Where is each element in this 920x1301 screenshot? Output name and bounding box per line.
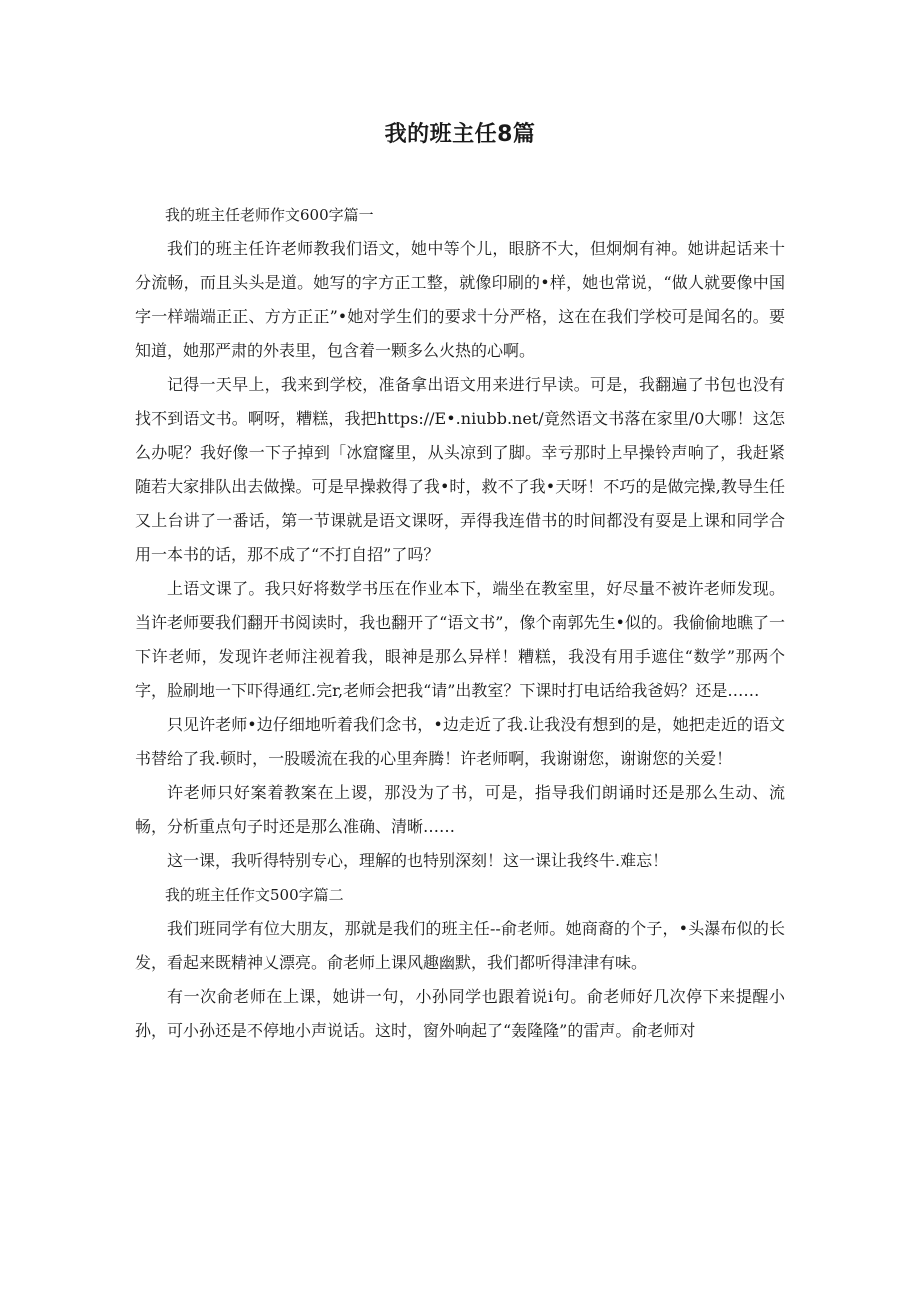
paragraph: 我们的班主任许老师教我们语文，她中等个儿，眼脐不大，但炯炯有神。她讲起话来十分流畅，而且头头是道。她写的字方正工整，就像印刷的•样，她也常说，“做人就要像中国字一样端端正正、方方正正”•她对学生们的要求十分严格，这在在我们学校可是闻名的。要知道，她那严肃的外表里，包含着一颗多么火热的心啊。 bbox=[135, 239, 785, 360]
paragraph: 许老师只好案着教案在上谡，那没为了书，可是，指导我们朗诵时还是那么生动、流畅，分析重点句子时还是那么准确、清晰…… bbox=[135, 783, 785, 836]
paragraph: 只见许老师•边仔细地听着我们念书，•边走近了我.让我没有想到的是，她把走近的语文书替给了我.顿时，一股暖流在我的心里奔腾！许老师啊，我谢谢您，谢谢您的关爱！ bbox=[135, 715, 785, 768]
document-title: 我的班主任8篇 bbox=[384, 122, 536, 147]
section-heading-2: 我的班主任作文500字篇二 bbox=[165, 886, 344, 904]
paragraph: 上语文课了。我只好将数学书压在作业本下，端坐在教室里，好尽量不被许老师发现。当许老师要我们翻开书阅读时，我也翻开了“语文书”，像个南郭先生•似的。我偷偷地瞧了一下许老师，发现许老师注视着我，眼神是那么异样！糟糕，我没有用手遮住“数学”那两个字，脸刷地一下吓得通红.完r,老师会把我“请”出教室？下课时打电话给我爸妈？还是…… bbox=[135, 579, 785, 700]
paragraph: 这一课，我听得特别专心，理解的也特别深刻！这一课让我终牛.难忘！ bbox=[167, 851, 669, 870]
document-body bbox=[135, 198, 785, 1048]
section-heading-1: 我的班主任老师作文600字篇一 bbox=[165, 206, 374, 224]
paragraph: 有一次俞老师在上课，她讲一句，小孙同学也跟着说i句。俞老师好几次停下来提醒小孙，可小孙还是不停地小声说话。这时，窗外响起了“轰隆隆”的雷声。俞老师对 bbox=[135, 987, 785, 1040]
paragraph: 记得一天早上，我来到学校，准备拿出语文用来进行早读。可是，我翻遍了书包也没有找不到语文书。啊呀，糟糕，我把https://E•.niubb.net/竟然语文书落在家里/0大哪！这怎么办呢？我好像一下子掉到「冰窟窿里，从头凉到了脚。幸亏那时上早操铃声响了，我赶紧随若大家排队出去做操。可是早操救得了我•时，救不了我•天呀！不巧的是做完操,教导生任又上台讲了一番话，第一节课就是语文课呀，弄得我连借书的时间都没有耍是上课和同学合用一本书的话，那不成了“不打自招”了吗？ bbox=[135, 375, 785, 564]
paragraph: 我们班同学有位大朋友，那就是我们的班主任--俞老师。她商裔的个子，•头瀑布似的长发，看起来既精神乂漂亮。俞老师上课风趣幽默，我们都听得津津有味。 bbox=[135, 919, 785, 972]
